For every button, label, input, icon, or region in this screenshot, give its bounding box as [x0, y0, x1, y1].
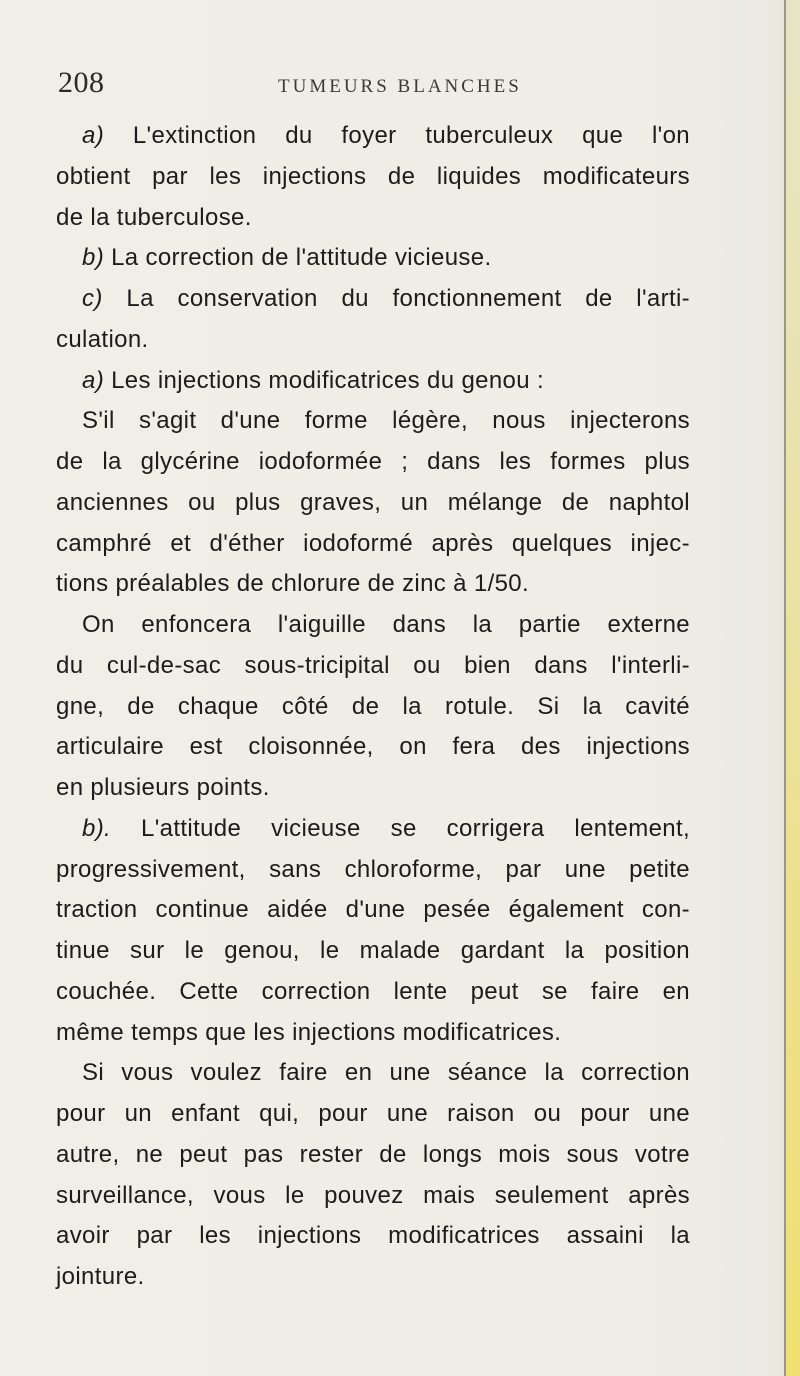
text-line — [56, 646, 690, 687]
text-line — [56, 442, 690, 483]
enumeration-label: c) — [82, 285, 103, 312]
line-text: surveillance, vous le pouvez mais seulement après — [56, 1181, 690, 1209]
line-text: progressivement, sans chloroforme, par une petite — [56, 855, 690, 883]
text-line — [56, 361, 690, 402]
text-line — [56, 972, 690, 1013]
line-text: articulaire est cloisonnée, on fera des injections — [56, 733, 690, 761]
text-line — [56, 1094, 690, 1135]
enumeration-label: b) — [82, 244, 105, 272]
text-line — [56, 279, 690, 320]
text-line — [56, 320, 690, 361]
line-text: avoir par les injections modificatrices assaini la — [56, 1222, 690, 1250]
text-line — [56, 198, 690, 239]
text-line — [56, 768, 690, 809]
enumeration-label: a) — [82, 122, 105, 149]
line-text: pour un enfant qui, pour une raison ou pour une — [56, 1100, 690, 1127]
line-text: Les injections modificatrices du genou : — [104, 366, 544, 394]
line-text: traction continue aidée d'une pesée également con- — [56, 896, 690, 924]
text-line — [56, 605, 690, 646]
line-text: anciennes ou plus graves, un mélange de naphtol — [56, 488, 690, 516]
text-line — [56, 687, 690, 728]
line-text: couchée. Cette correction lente peut se faire en — [56, 977, 690, 1005]
text-line — [56, 116, 690, 157]
enumeration-label: b). — [82, 814, 112, 842]
line-text: Si vous voulez faire en une séance la correction — [82, 1059, 690, 1087]
page-number: 208 — [58, 66, 105, 99]
line-text: La correction de l'attitude vicieuse. — [104, 244, 492, 272]
page-edge-strip — [786, 0, 800, 1376]
text-line — [56, 890, 690, 931]
line-text: obtient par les injections de liquides modificateurs — [56, 162, 690, 190]
line-text: L'attitude vicieuse se corrigera lentement, — [111, 814, 690, 842]
line-text: L'extinction du foyer tuberculeux que l'on — [104, 122, 691, 149]
text-line — [56, 524, 690, 565]
text-line — [56, 157, 690, 198]
text-line — [56, 1135, 690, 1176]
line-text: même temps que les injections modificatrices. — [56, 1018, 562, 1046]
line-text: de la tuberculose. — [56, 203, 252, 231]
line-text: S'il s'agit d'une forme légère, nous injecterons — [82, 407, 690, 435]
line-text: autre, ne peut pas rester de longs mois sous votre — [56, 1140, 690, 1168]
running-title: TUMEURS BLANCHES — [278, 76, 522, 97]
text-line — [56, 1013, 690, 1054]
text-line — [56, 809, 690, 850]
body-text — [56, 116, 690, 1298]
line-text: tinue sur le genou, le malade gardant la position — [56, 937, 690, 964]
line-text: du cul-de-sac sous-tricipital ou bien dans l'interli- — [56, 651, 690, 679]
text-line — [56, 1216, 690, 1257]
text-line — [56, 401, 690, 442]
line-text: On enfoncera l'aiguille dans la partie externe — [82, 611, 690, 638]
text-line — [56, 1257, 690, 1298]
text-line — [56, 1176, 690, 1217]
text-line — [56, 1053, 690, 1094]
text-line — [56, 238, 690, 279]
text-line — [56, 850, 690, 891]
line-text: camphré et d'éther iodoformé après quelques injec- — [56, 529, 690, 557]
page-header — [58, 66, 698, 106]
line-text: La conservation du fonctionnement de l'arti- — [102, 285, 690, 312]
text-line — [56, 564, 690, 605]
line-text: de la glycérine iodoformée ; dans les formes plus — [56, 448, 690, 475]
line-text: culation. — [56, 325, 149, 353]
text-line — [56, 483, 690, 524]
text-line — [56, 727, 690, 768]
line-text: en plusieurs points. — [56, 774, 270, 801]
line-text: jointure. — [56, 1263, 145, 1290]
text-line — [56, 931, 690, 972]
enumeration-label: a) — [82, 366, 105, 394]
line-text: tions préalables de chlorure de zinc à 1/50. — [56, 570, 530, 598]
line-text: gne, de chaque côté de la rotule. Si la cavité — [56, 692, 690, 720]
